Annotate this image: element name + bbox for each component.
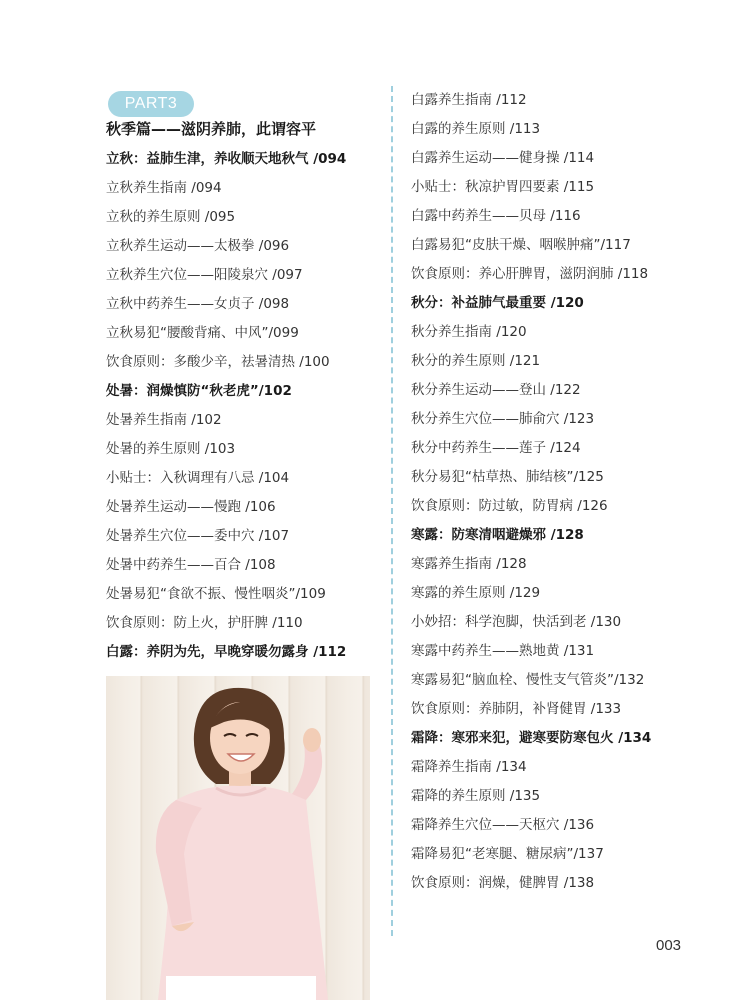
toc-entry: 白露的养生原则 /113	[411, 121, 541, 137]
toc-entry: 立秋养生运动——太极拳 /096	[106, 238, 290, 254]
toc-entry: 小贴士：入秋调理有八忌 /104	[106, 470, 290, 486]
toc-entry: 寒露：防寒清咽避燥邪 /128	[411, 527, 584, 543]
toc-entry: 处暑的养生原则 /103	[106, 441, 236, 457]
toc-entry: 秋分的养生原则 /121	[411, 353, 541, 369]
toc-entry: 立秋养生穴位——阳陵泉穴 /097	[106, 267, 303, 283]
toc-entry: 寒露易犯“脑血栓、慢性支气管炎”/132	[411, 672, 645, 688]
toc-entry: 秋分养生穴位——肺俞穴 /123	[411, 411, 595, 427]
toc-entry: 立秋养生指南 /094	[106, 180, 222, 196]
toc-entry: 饮食原则：润燥，健脾胃 /138	[411, 875, 595, 891]
toc-entry: 处暑养生运动——慢跑 /106	[106, 499, 276, 515]
toc-left-column	[106, 145, 386, 667]
toc-entry: 霜降的养生原则 /135	[411, 788, 541, 804]
woman-illustration	[106, 676, 370, 1000]
toc-entry: 霜降：寒邪来犯，避寒要防寒包火 /134	[411, 730, 652, 746]
toc-entry: 白露养生运动——健身操 /114	[411, 150, 595, 166]
toc-entry: 寒露的养生原则 /129	[411, 585, 541, 601]
toc-entry: 寒露养生指南 /128	[411, 556, 527, 572]
toc-entry: 立秋的养生原则 /095	[106, 209, 236, 225]
toc-entry: 立秋中药养生——女贞子 /098	[106, 296, 290, 312]
column-divider	[391, 86, 393, 936]
toc-entry: 霜降养生穴位——天枢穴 /136	[411, 817, 595, 833]
toc-entry: 饮食原则：防过敏，防胃病 /126	[411, 498, 608, 514]
toc-entry: 立秋：益肺生津，养收顺天地秋气 /094	[106, 151, 347, 167]
woman-photo	[106, 676, 370, 1000]
toc-entry: 立秋易犯“腰酸背痛、中风”/099	[106, 325, 299, 341]
toc-entry: 白露：养阴为先，早晚穿暖勿露身 /112	[106, 644, 347, 660]
section-title: 秋季篇——滋阴养肺，此谓容平	[106, 120, 317, 138]
toc-entry: 白露中药养生——贝母 /116	[411, 208, 581, 224]
toc-entry: 小贴士：秋凉护胃四要素 /115	[411, 179, 595, 195]
toc-entry: 饮食原则：养肺阴，补肾健胃 /133	[411, 701, 622, 717]
toc-entry: 寒露中药养生——熟地黄 /131	[411, 643, 595, 659]
toc-entry: 饮食原则：防上火，护肝脾 /110	[106, 615, 303, 631]
toc-entry: 秋分中药养生——莲子 /124	[411, 440, 581, 456]
toc-entry: 秋分易犯“枯草热、肺结核”/125	[411, 469, 604, 485]
part-badge: PART3	[108, 91, 194, 117]
toc-entry: 白露养生指南 /112	[411, 92, 527, 108]
toc-entry: 处暑：润燥慎防“秋老虎”/102	[106, 383, 292, 399]
toc-entry: 饮食原则：养心肝脾胃，滋阴润肺 /118	[411, 266, 649, 282]
toc-entry: 处暑中药养生——百合 /108	[106, 557, 276, 573]
toc-entry: 处暑易犯“食欲不振、慢性咽炎”/109	[106, 586, 326, 602]
toc-entry: 小妙招：科学泡脚，快活到老 /130	[411, 614, 622, 630]
page-number: 003	[656, 937, 682, 954]
toc-entry: 处暑养生穴位——委中穴 /107	[106, 528, 290, 544]
toc-entry: 饮食原则：多酸少辛，祛暑清热 /100	[106, 354, 330, 370]
toc-entry: 秋分养生指南 /120	[411, 324, 527, 340]
toc-entry: 霜降易犯“老寒腿、糖尿病”/137	[411, 846, 604, 862]
toc-right-column	[411, 86, 711, 898]
toc-entry: 秋分养生运动——登山 /122	[411, 382, 581, 398]
toc-entry: 霜降养生指南 /134	[411, 759, 527, 775]
toc-entry: 处暑养生指南 /102	[106, 412, 222, 428]
toc-entry: 秋分：补益肺气最重要 /120	[411, 295, 584, 311]
toc-entry: 白露易犯“皮肤干燥、咽喉肿痛”/117	[411, 237, 631, 253]
